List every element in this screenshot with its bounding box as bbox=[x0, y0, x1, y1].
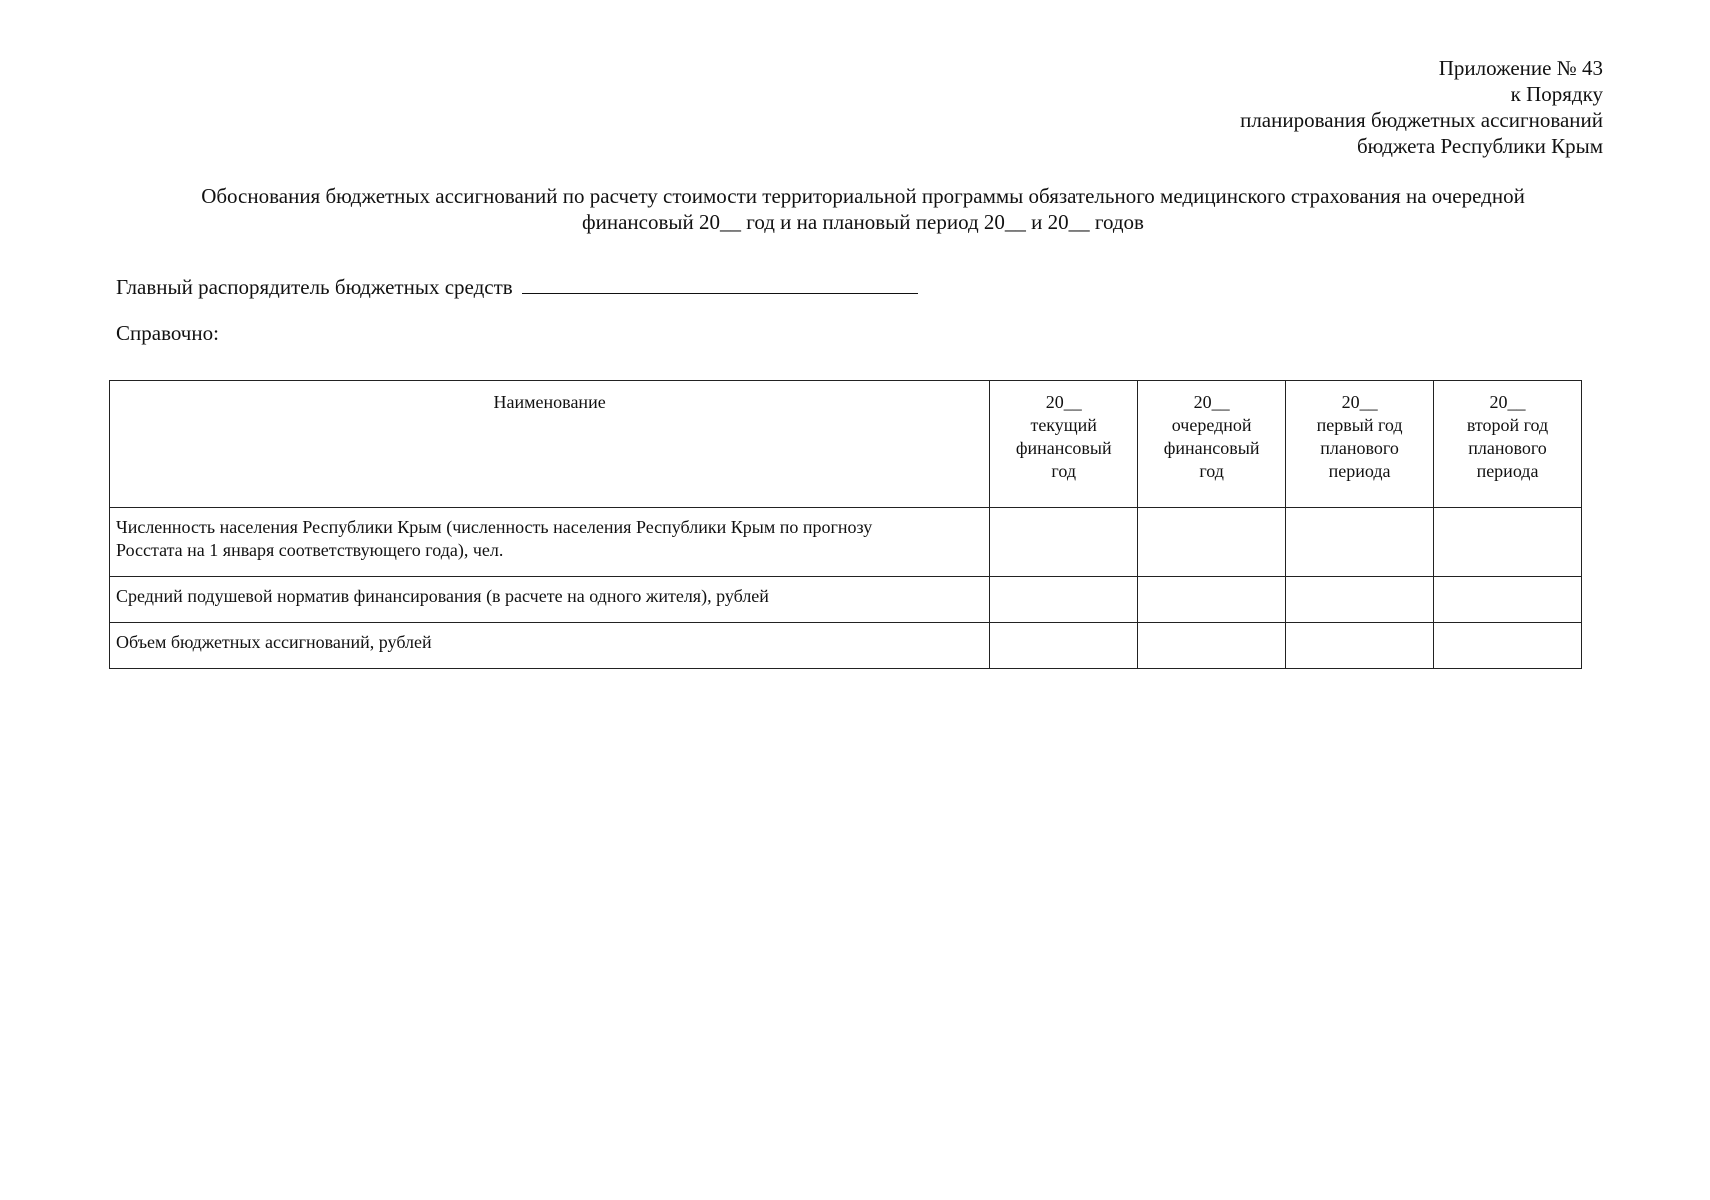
row-label-population bbox=[110, 508, 990, 577]
header-year-value: 20__ bbox=[1341, 392, 1378, 412]
header-year-label-1: первый год bbox=[1316, 415, 1403, 435]
cell-norm-current-year[interactable] bbox=[990, 577, 1138, 623]
cell-population-second-plan-year[interactable] bbox=[1434, 508, 1582, 577]
table-row-allocations bbox=[110, 623, 1582, 669]
header-year-label-2: планового bbox=[1468, 438, 1547, 458]
cell-allocations-next-year[interactable] bbox=[1138, 623, 1286, 669]
reference-label: Справочно: bbox=[116, 321, 219, 345]
header-year-label-3: год bbox=[1051, 461, 1076, 481]
header-year-value: 20__ bbox=[1489, 392, 1526, 412]
appendix-order-name: планирования бюджетных ассигнований bbox=[1240, 108, 1603, 132]
chief-distributor-field bbox=[116, 273, 918, 300]
cell-population-first-plan-year[interactable] bbox=[1286, 508, 1434, 577]
chief-distributor-blank[interactable] bbox=[522, 273, 918, 294]
row-label-per-capita-norm: Средний подушевой норматив финансирования (в расчете на одного жителя), рублей bbox=[110, 577, 990, 623]
row-label-line-1: Численность населения Республики Крым (численность населения Республики Крым по прогнозу bbox=[116, 517, 873, 537]
header-first-plan-year bbox=[1286, 381, 1434, 508]
header-year-value: 20__ bbox=[1193, 392, 1230, 412]
table-row-population bbox=[110, 508, 1582, 577]
header-year-label-2: финансовый bbox=[1163, 438, 1260, 458]
row-label-allocations: Объем бюджетных ассигнований, рублей bbox=[110, 623, 990, 669]
header-year-value: 20__ bbox=[1045, 392, 1082, 412]
header-year-label-1: второй год bbox=[1466, 415, 1549, 435]
cell-population-current-year[interactable] bbox=[990, 508, 1138, 577]
header-year-label-1: очередной bbox=[1171, 415, 1252, 435]
header-name: Наименование bbox=[110, 381, 990, 508]
document-title-line-2: финансовый 20__ год и на плановый период 20__ и 20__ годов bbox=[582, 210, 1144, 234]
header-next-year bbox=[1138, 381, 1286, 508]
document-title bbox=[128, 183, 1598, 235]
cell-population-next-year[interactable] bbox=[1138, 508, 1286, 577]
chief-distributor-label: Главный распорядитель бюджетных средств bbox=[116, 275, 513, 299]
appendix-number: Приложение № 43 bbox=[1438, 56, 1603, 80]
appendix-to-order: к Порядку bbox=[1510, 82, 1603, 106]
cell-allocations-current-year[interactable] bbox=[990, 623, 1138, 669]
cell-norm-next-year[interactable] bbox=[1138, 577, 1286, 623]
table-header-row bbox=[110, 381, 1582, 508]
document-title-line-1: Обоснования бюджетных ассигнований по расчету стоимости территориальной программы обязательного медицинского страхования на очередной bbox=[201, 184, 1525, 208]
cell-norm-first-plan-year[interactable] bbox=[1286, 577, 1434, 623]
header-year-label-2: финансовый bbox=[1015, 438, 1112, 458]
appendix-budget-name: бюджета Республики Крым bbox=[1356, 134, 1603, 158]
header-year-label-3: год bbox=[1199, 461, 1224, 481]
header-year-label-3: периода bbox=[1476, 461, 1539, 481]
cell-allocations-first-plan-year[interactable] bbox=[1286, 623, 1434, 669]
header-second-plan-year bbox=[1434, 381, 1582, 508]
row-label-line-2: Росстата на 1 января соответствующего года), чел. bbox=[116, 540, 504, 560]
header-year-label-1: текущий bbox=[1030, 415, 1097, 435]
header-year-label-2: планового bbox=[1320, 438, 1399, 458]
appendix-reference bbox=[1240, 55, 1603, 159]
cell-allocations-second-plan-year[interactable] bbox=[1434, 623, 1582, 669]
cell-norm-second-plan-year[interactable] bbox=[1434, 577, 1582, 623]
header-current-year bbox=[990, 381, 1138, 508]
table-row-per-capita-norm bbox=[110, 577, 1582, 623]
header-year-label-3: периода bbox=[1328, 461, 1391, 481]
budget-table bbox=[109, 380, 1582, 669]
